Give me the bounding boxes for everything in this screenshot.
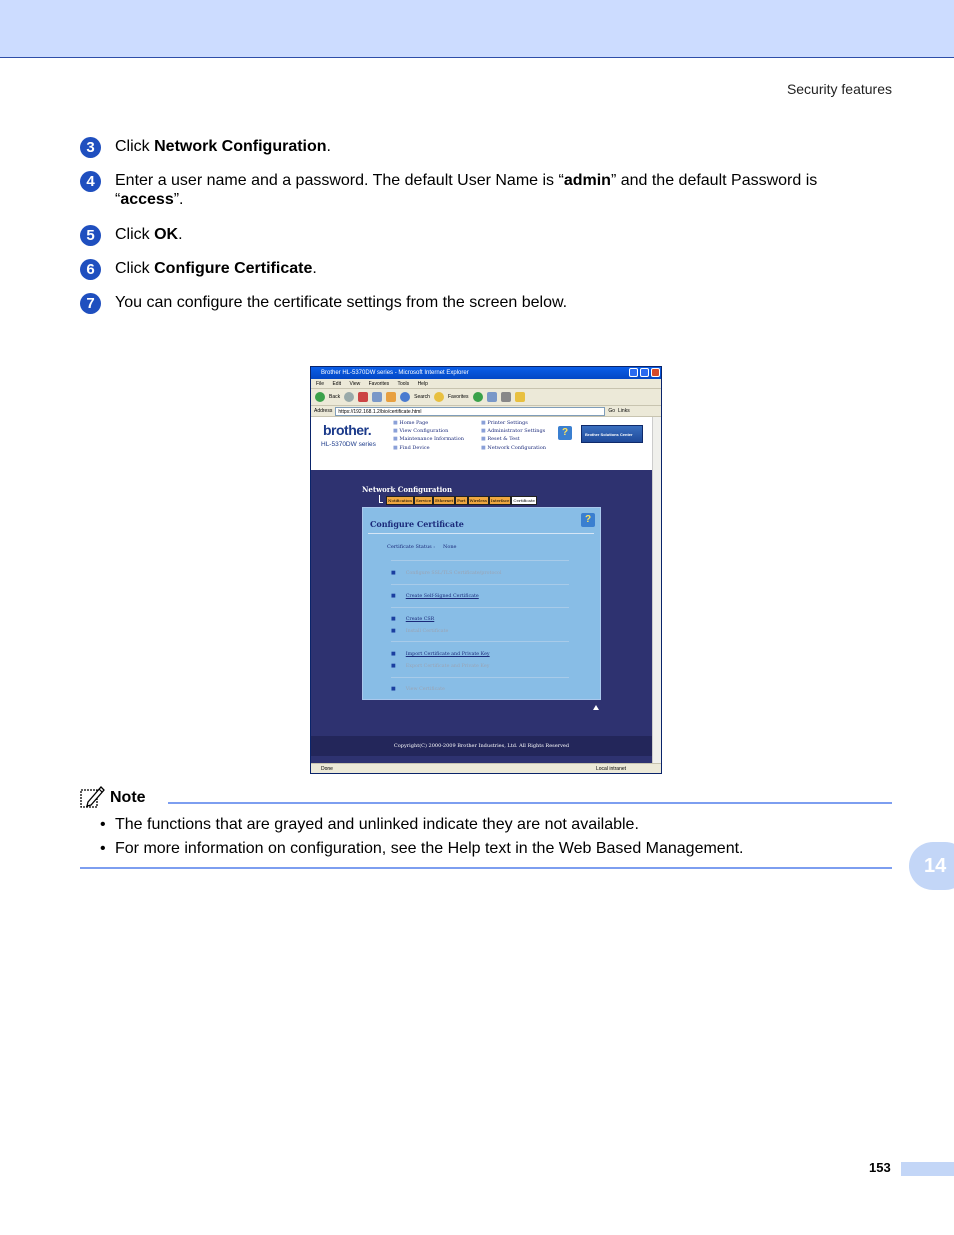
option-create-csr[interactable]: ■ Create CSR [391,616,435,622]
note-bottom-rule [80,867,892,869]
step-text: Click OK. [115,226,183,243]
divider [368,533,594,534]
step-text: Enter a user name and a password. The default User Name is “admin” and the default Password is “access”. [115,172,818,208]
status-text: Done [321,766,333,772]
nav-left [393,419,464,452]
status-bar [311,763,661,774]
step-7 [80,293,880,312]
note-bullet: • The functions that are grayed and unlinked indicate they are not available. [100,816,639,833]
note-label: Note [110,789,146,806]
home-icon[interactable] [386,392,396,402]
divider [391,560,569,561]
minimize-icon[interactable] [629,368,638,377]
copyright: Copyright(C) 2000-2009 Brother Industries, Ltd. All Rights Reserved [311,736,652,756]
step-text: You can configure the certificate settings from the screen below. [115,294,568,311]
step-3 [80,137,880,156]
certificate-status: Certificate Status : None [387,544,457,550]
nav-link-network-config[interactable]: ■ Network Configuration [481,444,546,451]
history-icon[interactable] [473,392,483,402]
address-label: Address [314,408,333,414]
option-view-certificate: ■ View Certificate [391,686,445,692]
menu-file[interactable]: File [316,381,325,387]
nav-link-find-device[interactable]: ■ Find Device [393,444,430,451]
tab-indicator [379,495,383,503]
menu-favorites[interactable]: Favorites [368,381,390,387]
close-icon[interactable] [651,368,660,377]
favorites-star-icon[interactable] [434,392,444,402]
tab-wireless[interactable]: Wireless [469,498,487,503]
tab-bar [386,496,537,505]
nav-link-view-config[interactable]: ■ View Configuration [393,428,449,435]
step-6 [80,259,880,278]
nav-link-maintenance[interactable]: ■ Maintenance Information [393,436,464,443]
menu-tools[interactable]: Tools [397,381,410,387]
note-pencil-icon [80,785,106,809]
links-button[interactable]: Links [618,408,630,414]
forward-arrow-icon[interactable] [344,392,354,402]
option-import-certificate[interactable]: ■ Import Certificate and Private Key [391,651,490,657]
content-area [311,470,652,763]
step-number: 4 [80,171,101,192]
divider [391,607,569,608]
tab-certificate[interactable]: Certificate [513,498,535,503]
tab-notification[interactable]: Notification [388,498,412,503]
back-arrow-icon[interactable] [315,392,325,402]
option-create-self-signed[interactable]: ■ Create Self-Signed Certificate [391,593,479,599]
window-title-bar [311,367,661,379]
certificate-status-value: None [442,544,457,550]
configure-certificate-panel [362,507,601,700]
browser-screenshot [310,366,662,774]
nav-link-home[interactable]: ■ Home Page [393,420,429,426]
menu-view[interactable]: View [349,381,361,387]
search-button[interactable]: Search [414,393,430,400]
page-number: 153 [869,1160,891,1175]
step-text: Click Network Configuration. [115,138,331,155]
window-title: Brother HL-5370DW series - Microsoft Internet Explorer [321,370,469,376]
divider [391,641,569,642]
step-number: 3 [80,137,101,158]
back-button[interactable]: Back [329,393,341,400]
panel-title: Configure Certificate [370,519,464,529]
network-configuration-title: Network Configuration [362,485,453,494]
page-number-bar [901,1162,954,1176]
print-icon[interactable] [501,392,511,402]
option-configure-ssl: ■ Configure SSL/TLS Certificate/protocol [391,570,502,576]
menu-help[interactable]: Help [417,381,428,387]
note-rule [168,802,892,804]
brother-logo: brother. [323,422,372,438]
divider [391,677,569,678]
section-header: Security features [786,81,892,97]
scrollbar[interactable] [652,417,661,763]
help-icon[interactable]: ? [558,426,572,440]
nav-link-admin-settings[interactable]: ■ Administrator Settings [481,428,546,435]
address-input[interactable]: https://192.168.1.2/bio/certificate.html [335,407,605,416]
stop-icon[interactable] [358,392,368,402]
solutions-center-banner[interactable]: Brother Solutions Center [581,425,643,443]
tab-service[interactable]: Service [415,498,432,503]
search-icon[interactable] [400,392,410,402]
menu-edit[interactable]: Edit [332,381,342,387]
tab-ethernet[interactable]: Ethernet [435,498,454,503]
nav-link-reset-test[interactable]: ■ Reset & Test [481,436,520,443]
folder-icon[interactable] [515,392,525,402]
header-band [0,0,954,58]
step-number: 5 [80,225,101,246]
note-bullet: • For more information on configuration, see the Help text in the Web Based Management. [100,840,744,857]
maximize-icon[interactable] [640,368,649,377]
model-name: HL-5370DW series [321,441,376,448]
option-install-certificate: ■ Install Certificate [391,628,449,634]
step-4 [80,171,880,209]
scroll-top-icon[interactable] [593,705,599,710]
nav-right [481,419,546,452]
step-5 [80,225,880,244]
divider [391,584,569,585]
favorites-button[interactable]: Favorites [447,393,469,400]
address-bar [311,406,661,417]
toolbar [311,389,661,406]
security-zone: Local intranet [596,766,627,772]
web-page [311,417,652,763]
nav-link-printer-settings[interactable]: ■ Printer Settings [481,420,528,426]
step-number: 7 [80,293,101,314]
refresh-icon[interactable] [372,392,382,402]
tab-interface[interactable]: Interface [490,498,510,503]
panel-help-icon[interactable]: ? [581,513,595,527]
menu-bar [311,379,661,389]
step-number: 6 [80,259,101,280]
tab-port[interactable]: Port [457,498,466,503]
go-button[interactable]: Go [608,408,616,414]
chapter-tab: 14 [909,842,954,890]
option-export-certificate: ■ Export Certificate and Private Key [391,663,490,669]
step-text: Click Configure Certificate. [115,260,317,277]
mail-icon[interactable] [487,392,497,402]
